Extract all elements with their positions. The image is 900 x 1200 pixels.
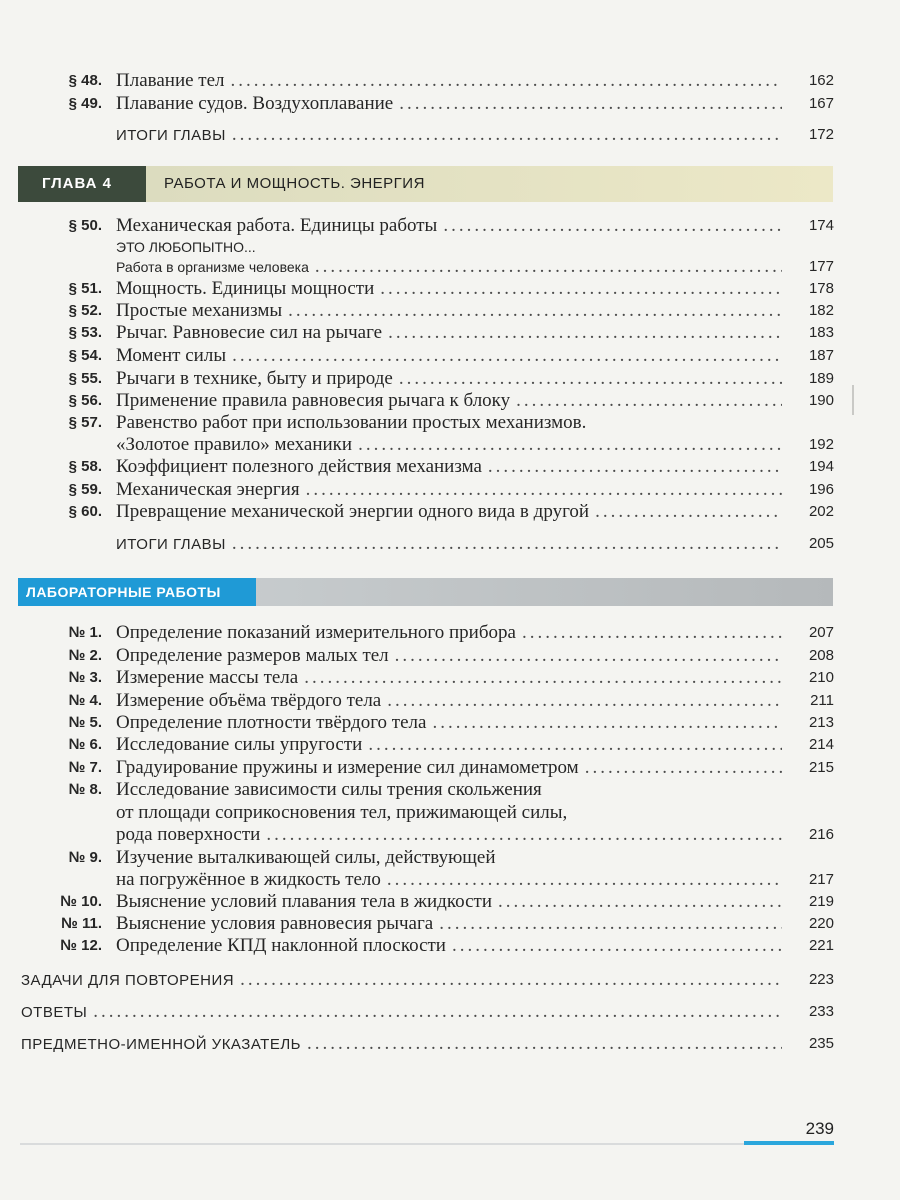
entry-number: § 57. (68, 414, 102, 431)
toc-entry-52[interactable] (0, 300, 900, 322)
lab-entry-7[interactable] (0, 757, 900, 779)
lab-entry-8[interactable] (0, 779, 900, 801)
entry-title: «Золотое правило» механики (116, 434, 353, 455)
toc-entry-60[interactable] (0, 501, 900, 523)
lab-entry-9-cont[interactable] (0, 869, 900, 891)
lab-entry-5[interactable] (0, 712, 900, 734)
entry-number: № 8. (68, 781, 102, 798)
entry-number: № 11. (61, 915, 102, 932)
toc-entry-sidebar[interactable] (0, 256, 900, 278)
entry-page: 216 (808, 826, 834, 843)
entry-number: § 48. (68, 72, 102, 89)
footer-rule (20, 1143, 744, 1145)
lab-entry-8-cont2[interactable] (0, 824, 900, 846)
toc-entry-58[interactable] (0, 456, 900, 478)
toc-entry-49[interactable] (0, 93, 900, 115)
entry-page: 233 (808, 1003, 834, 1020)
entry-title: Рычаги в технике, быту и природе (116, 368, 393, 389)
chapter-label: ГЛАВА 4 (42, 175, 112, 192)
lab-entry-12[interactable] (0, 935, 900, 957)
toc-entry-review-problems[interactable] (0, 969, 900, 991)
entry-number: № 1. (68, 624, 102, 641)
entry-page: 177 (808, 258, 834, 275)
entry-page: 183 (808, 324, 834, 341)
entry-title: рода поверхности (116, 824, 261, 845)
entry-page: 196 (808, 481, 834, 498)
entry-page: 219 (808, 893, 834, 910)
entry-page: 162 (808, 72, 834, 89)
entry-number: § 52. (68, 302, 102, 319)
entry-title: Равенство работ при использовании простых механизмов. (116, 412, 587, 433)
lab-entry-1[interactable] (0, 622, 900, 644)
entry-title: ИТОГИ ГЛАВЫ (116, 127, 226, 144)
entry-title: Определение плотности твёрдого тела (116, 712, 427, 733)
entry-title: Исследование зависимости силы трения скольжения (116, 779, 542, 800)
entry-title: Применение правила равновесия рычага к блоку (116, 390, 511, 411)
entry-title: Плавание судов. Воздухоплавание (116, 93, 394, 114)
entry-number: № 9. (68, 849, 102, 866)
entry-number: § 54. (68, 347, 102, 364)
lab-entry-11[interactable] (0, 913, 900, 935)
entry-title: ЗАДАЧИ ДЛЯ ПОВТОРЕНИЯ (21, 972, 235, 989)
entry-number: № 12. (60, 937, 102, 954)
entry-number: № 7. (68, 759, 102, 776)
chapter-header (18, 166, 833, 202)
lab-entry-10[interactable] (0, 891, 900, 913)
entry-number: § 51. (68, 280, 102, 297)
entry-page: 211 (810, 692, 834, 709)
edge-mark (852, 385, 854, 415)
entry-page: 187 (808, 347, 834, 364)
entry-title: Момент силы (116, 345, 227, 366)
entry-number: § 58. (68, 458, 102, 475)
entry-title: на погружённое в жидкость тело (116, 869, 381, 890)
entry-page: 213 (808, 714, 834, 731)
entry-title: Определение показаний измерительного прибора (116, 622, 516, 643)
entry-page: 214 (808, 736, 834, 753)
entry-title: Определение КПД наклонной плоскости (116, 935, 446, 956)
entry-title: Изучение выталкивающей силы, действующей (116, 847, 496, 868)
lab-entry-6[interactable] (0, 734, 900, 756)
entry-page: 221 (808, 937, 834, 954)
toc-entry-53[interactable] (0, 322, 900, 344)
page-number: 239 (805, 1119, 834, 1138)
entry-number: § 49. (68, 95, 102, 112)
entry-page: 202 (808, 503, 834, 520)
entry-number: № 4. (68, 692, 102, 709)
entry-number: § 55. (68, 370, 102, 387)
entry-title: Выяснение условий плавания тела в жидкости (116, 891, 492, 912)
lab-entry-8-cont1[interactable] (0, 802, 900, 824)
entry-title: Превращение механической энергии одного вида в другой (116, 501, 590, 522)
entry-page: 172 (808, 126, 834, 143)
toc-entry-57[interactable] (0, 412, 900, 434)
lab-entry-2[interactable] (0, 645, 900, 667)
entry-number: № 5. (68, 714, 102, 731)
entry-page: 220 (808, 915, 834, 932)
entry-page: 207 (808, 624, 834, 641)
entry-page: 205 (808, 535, 834, 552)
entry-title: Исследование силы упругости (116, 734, 363, 755)
entry-title: Определение размеров малых тел (116, 645, 389, 666)
labs-label: ЛАБОРАТОРНЫЕ РАБОТЫ (18, 578, 256, 606)
entry-page: 167 (808, 95, 834, 112)
lab-entry-4[interactable] (0, 690, 900, 712)
entry-page: 192 (808, 436, 834, 453)
entry-title: Простые механизмы (116, 300, 283, 321)
toc-entry-chapter3-summary[interactable] (0, 124, 900, 146)
toc-entry-50[interactable] (0, 215, 900, 237)
entry-title: ПРЕДМЕТНО-ИМЕННОЙ УКАЗАТЕЛЬ (21, 1036, 302, 1053)
entry-title: Градуирование пружины и измерение сил динамометром (116, 757, 579, 778)
entry-title: ОТВЕТЫ (21, 1004, 88, 1021)
entry-title: Работа в организме человека (116, 259, 309, 275)
entry-title: Плавание тел (116, 70, 225, 91)
entry-page: 223 (808, 971, 834, 988)
chapter-title: РАБОТА И МОЩНОСТЬ. ЭНЕРГИЯ (164, 175, 425, 192)
entry-number: § 53. (68, 324, 102, 341)
entry-title: Коэффициент полезного действия механизма (116, 456, 482, 477)
lab-entry-9[interactable] (0, 847, 900, 869)
entry-number: № 3. (68, 669, 102, 686)
entry-title: Мощность. Единицы мощности (116, 278, 375, 299)
toc-entry-54[interactable] (0, 345, 900, 367)
entry-page: 217 (808, 871, 834, 888)
entry-title: Механическая энергия (116, 479, 300, 500)
entry-page: 178 (808, 280, 834, 297)
lab-entry-3[interactable] (0, 667, 900, 689)
entry-page: 194 (808, 458, 834, 475)
entry-title: Измерение массы тела (116, 667, 299, 688)
entry-title: от площади соприкосновения тел, прижимающей силы, (116, 802, 568, 823)
toc-entry-51[interactable] (0, 278, 900, 300)
entry-number: № 10. (60, 893, 102, 910)
toc-entry-56[interactable] (0, 390, 900, 412)
entry-page: 189 (808, 370, 834, 387)
toc-entry-answers[interactable] (0, 1001, 900, 1023)
entry-page: 182 (808, 302, 834, 319)
toc-entry-59[interactable] (0, 479, 900, 501)
entry-page: 174 (808, 217, 834, 234)
entry-title: ЭТО ЛЮБОПЫТНО... (116, 239, 256, 255)
toc-entry-index[interactable] (0, 1033, 900, 1055)
toc-entry-57-cont[interactable] (0, 434, 900, 456)
entry-title: Механическая работа. Единицы работы (116, 215, 438, 236)
entry-number: § 50. (68, 217, 102, 234)
entry-number: § 59. (68, 481, 102, 498)
toc-entry-55[interactable] (0, 368, 900, 390)
entry-page: 215 (808, 759, 834, 776)
entry-number: § 56. (68, 392, 102, 409)
toc-entry-chapter4-summary[interactable] (0, 533, 900, 555)
entry-page: 208 (808, 647, 834, 664)
toc-sidebar-heading (0, 236, 900, 258)
entry-title: Измерение объёма твёрдого тела (116, 690, 382, 711)
entry-page: 210 (808, 669, 834, 686)
toc-entry-48[interactable] (0, 70, 900, 92)
entry-title: Выяснение условия равновесия рычага (116, 913, 434, 934)
footer-accent-bar (744, 1141, 834, 1145)
entry-title: ИТОГИ ГЛАВЫ (116, 536, 226, 553)
entry-number: № 6. (68, 736, 102, 753)
entry-number: № 2. (68, 647, 102, 664)
labs-header (18, 578, 833, 606)
entry-number: § 60. (68, 503, 102, 520)
entry-title: Рычаг. Равновесие сил на рычаге (116, 322, 383, 343)
entry-page: 235 (808, 1035, 834, 1052)
entry-page: 190 (808, 392, 834, 409)
